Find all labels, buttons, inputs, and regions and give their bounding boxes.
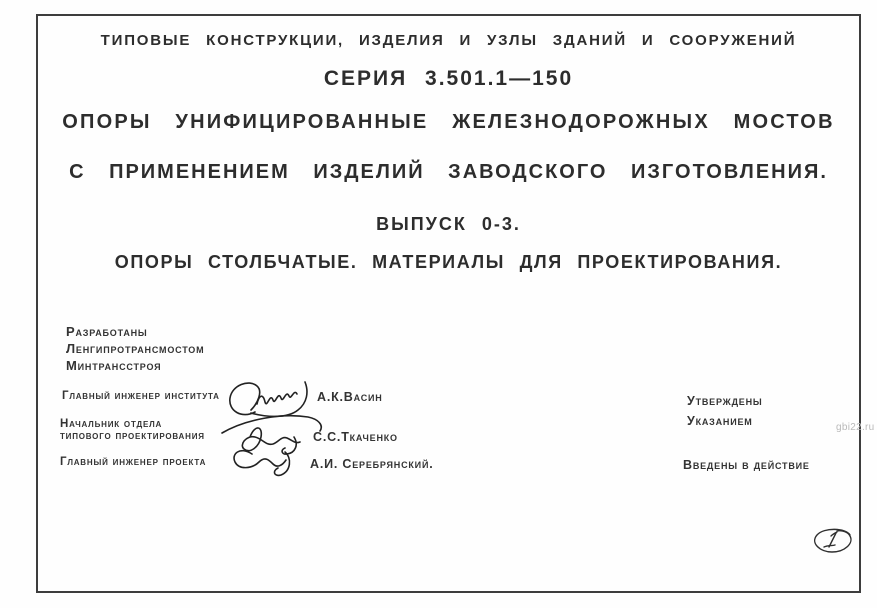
signature-role-department-head-line2: типового проектирования: [60, 430, 205, 442]
signature-name-serebryansky: А.И. Серебрянский.: [310, 457, 434, 471]
approval-line-put-into-effect: Введены в действие: [683, 458, 810, 472]
signature-name-tkachenko: С.С.Ткаченко: [313, 430, 398, 444]
main-title-line1: ОПОРЫ УНИФИЦИРОВАННЫЕ ЖЕЛЕЗНОДОРОЖНЫХ МОСТОВ: [62, 111, 835, 133]
approval-line-approved: Утверждены: [687, 394, 763, 408]
issue-line: ВЫПУСК 0-3.: [376, 214, 521, 234]
main-title-line2: С ПРИМЕНЕНИЕМ ИЗДЕЛИЙ ЗАВОДСКОГО ИЗГОТОВЛЕНИЯ.: [69, 161, 828, 183]
signature-role-chief-engineer-institute: Главный инженер института: [62, 390, 220, 402]
header-line: ТИПОВЫЕ КОНСТРУКЦИИ, ИЗДЕЛИЯ И УЗЛЫ ЗДАНИЙ И СООРУЖЕНИЙ: [100, 32, 797, 49]
handwritten-signature-serebryansky: [228, 444, 313, 482]
subtitle-line: ОПОРЫ СТОЛБЧАТЫЕ. МАТЕРИАЛЫ ДЛЯ ПРОЕКТИРОВАНИЯ.: [114, 252, 783, 272]
signature-name-vasin: А.К.Васин: [317, 390, 383, 404]
signature-role-department-head-line1: Начальник отдела: [60, 418, 163, 430]
page-border-frame: [36, 14, 861, 593]
approval-line-by-directive: Указанием: [687, 414, 753, 428]
series-title: СЕРИЯ 3.501.1—150: [323, 67, 574, 90]
signature-role-chief-project-engineer: Главный инженер проекта: [60, 456, 207, 468]
watermark: gbi22.ru: [836, 422, 875, 433]
developed-by-block: [66, 323, 204, 374]
developed-by-line3: Минтрансстроя: [66, 358, 162, 373]
developed-by-line1: Разработаны: [66, 324, 148, 339]
developed-by-line2: Ленгипротрансмостом: [66, 341, 205, 356]
page-number-stamp: [809, 525, 857, 557]
